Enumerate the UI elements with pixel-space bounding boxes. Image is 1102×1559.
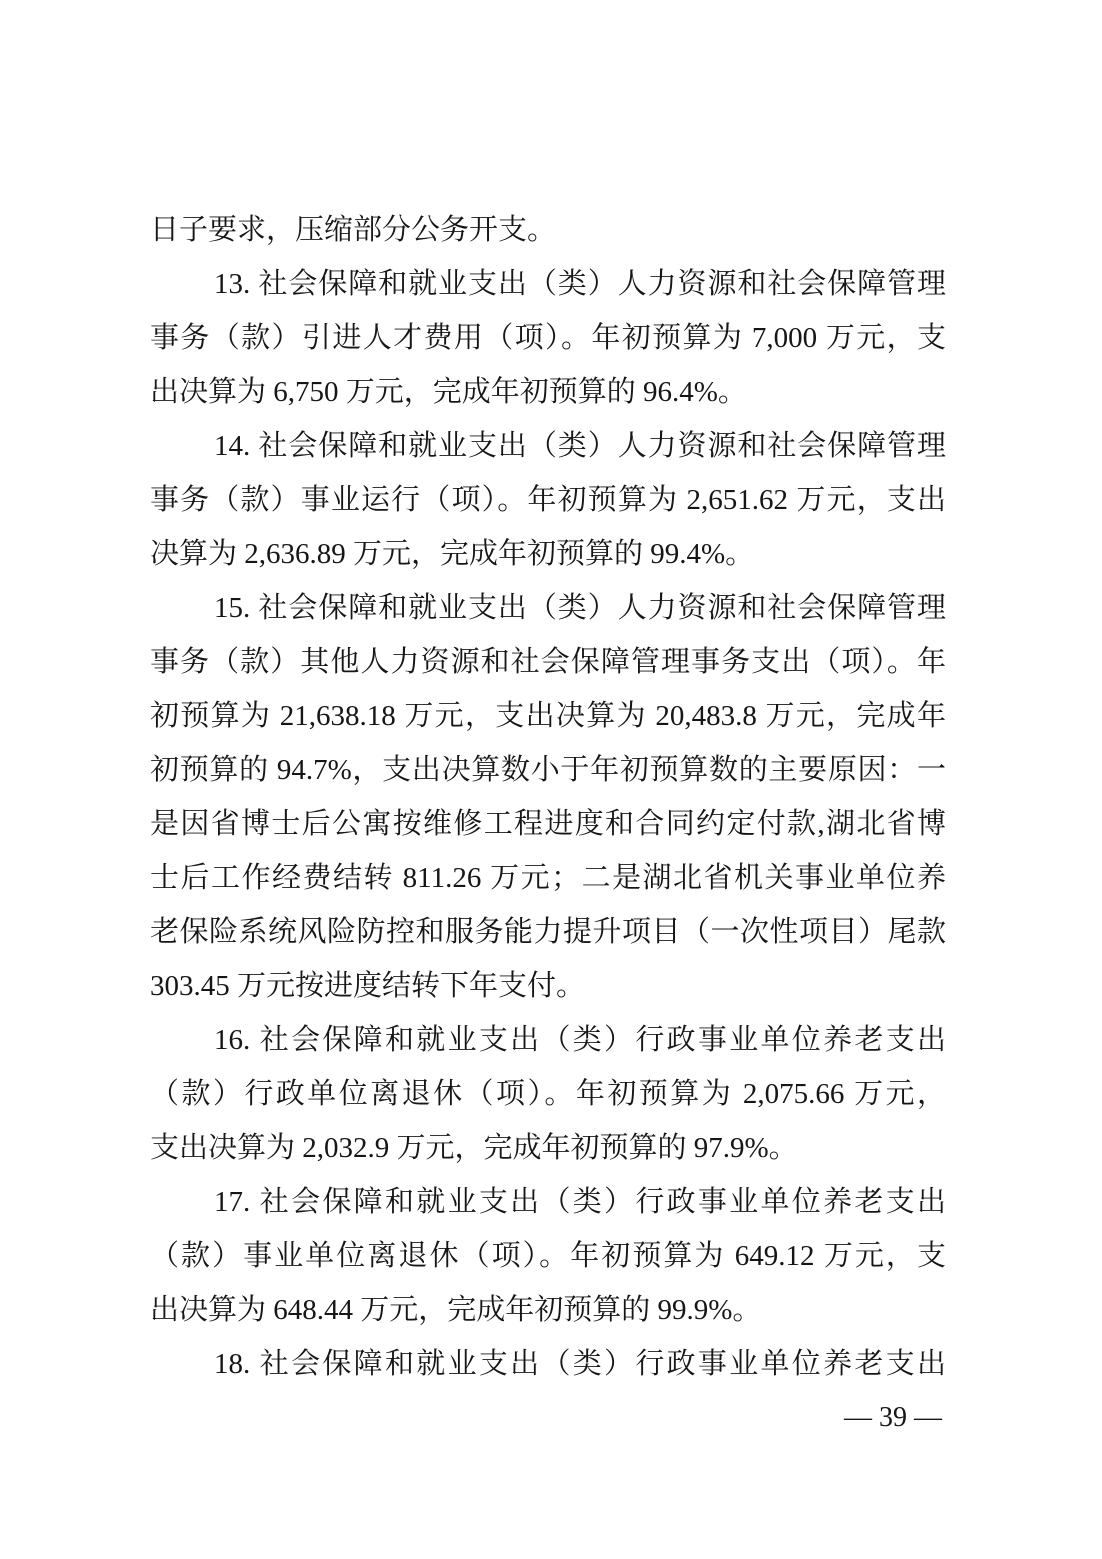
- paragraph: [150, 257, 946, 419]
- text-line: 15. 社会保障和就业支出（类）人力资源和社会保障管理: [214, 592, 946, 624]
- paragraph: [150, 203, 946, 257]
- text-line: 17. 社会保障和就业支出（类）行政事业单位养老支出: [214, 1186, 946, 1218]
- text-line: 是因省博士后公寓按维修工程进度和合同约定付款,湖北省博: [150, 808, 946, 840]
- paragraph: [150, 1337, 946, 1391]
- text-line: 事务（款）其他人力资源和社会保障管理事务支出（项）。年: [150, 646, 946, 678]
- text-line: 决算为 2,636.89 万元，完成年初预算的 99.4%。: [150, 538, 755, 570]
- paragraph: [150, 581, 946, 1013]
- text-line: 事务（款）引进人才费用（项）。年初预算为 7,000 万元，支: [150, 322, 946, 354]
- text-line: （款）事业单位离退休（项）。年初预算为 649.12 万元，支: [150, 1240, 946, 1272]
- text-line: 事务（款）事业运行（项）。年初预算为 2,651.62 万元，支出: [150, 484, 946, 516]
- paragraph: [150, 1175, 946, 1337]
- text-line: 士后工作经费结转 811.26 万元；二是湖北省机关事业单位养: [150, 862, 946, 894]
- text-line: 日子要求，压缩部分公务开支。: [150, 214, 557, 246]
- text-line: 支出决算为 2,032.9 万元，完成年初预算的 97.9%。: [150, 1132, 798, 1164]
- paragraph: [150, 1013, 946, 1175]
- page-number: — 39 —: [844, 1402, 942, 1433]
- text-line: 老保险系统风险防控和服务能力提升项目（一次性项目）尾款: [150, 916, 946, 948]
- text-line: 13. 社会保障和就业支出（类）人力资源和社会保障管理: [214, 268, 946, 300]
- text-line: 14. 社会保障和就业支出（类）人力资源和社会保障管理: [214, 430, 946, 462]
- text-line: 16. 社会保障和就业支出（类）行政事业单位养老支出: [214, 1024, 946, 1056]
- text-line: 303.45 万元按进度结转下年支付。: [150, 970, 586, 1002]
- text-line: 初预算为 21,638.18 万元，支出决算为 20,483.8 万元，完成年: [150, 700, 946, 732]
- text-line: 初预算的 94.7%，支出决算数小于年初预算数的主要原因：一: [150, 754, 946, 786]
- text-line: 18. 社会保障和就业支出（类）行政事业单位养老支出: [214, 1348, 946, 1380]
- text-line: 出决算为 648.44 万元，完成年初预算的 99.9%。: [150, 1294, 762, 1326]
- text-line: （款）行政单位离退休（项）。年初预算为 2,075.66 万元，: [150, 1078, 946, 1110]
- document-body: [150, 203, 946, 1391]
- text-line: 出决算为 6,750 万元，完成年初预算的 96.4%。: [150, 376, 747, 408]
- paragraph: [150, 419, 946, 581]
